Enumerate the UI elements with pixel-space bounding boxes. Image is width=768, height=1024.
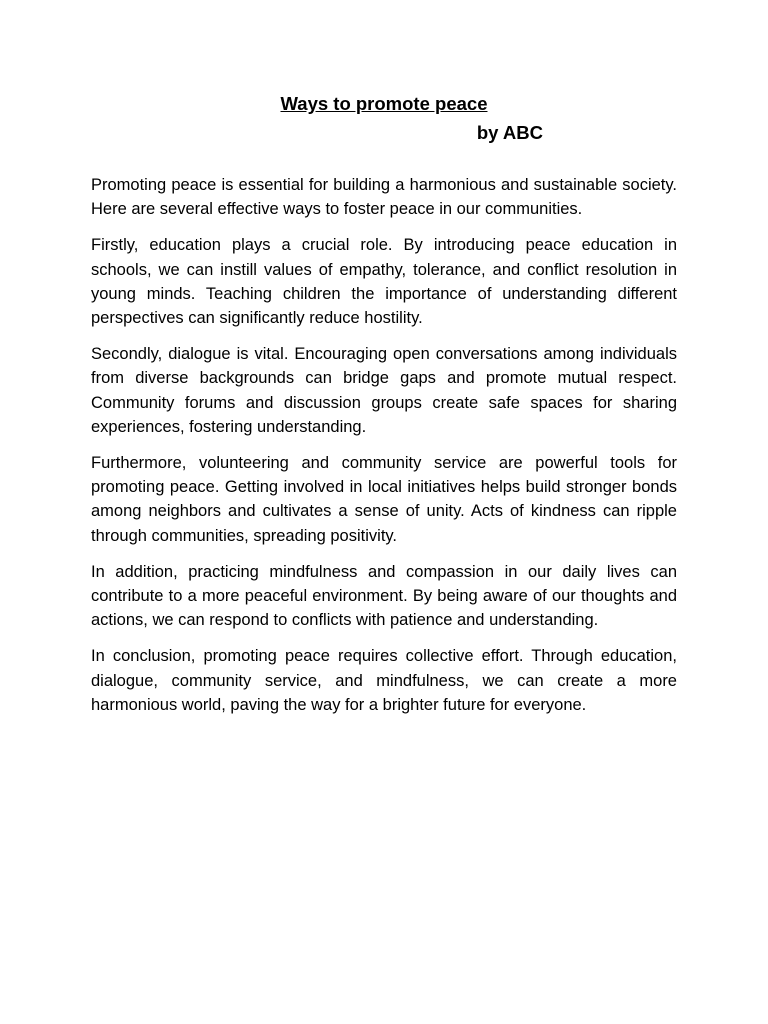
paragraph-intro: Promoting peace is essential for building a harmonious and sustainable society. Here are several effective ways to foster peace in our communities. xyxy=(91,176,677,219)
paragraph-volunteering: Furthermore, volunteering and community service are powerful tools for promoting peace. Getting involved in local initiatives helps build stronger bonds among neighbors and cultivates a sense of unity. Acts of kindness can ripple through communities, spreading positivity. xyxy=(91,454,677,545)
document-byline: by ABC xyxy=(476,122,543,143)
paragraph-dialogue: Secondly, dialogue is vital. Encouraging open conversations among individuals from diverse backgrounds can bridge gaps and promote mutual respect. Community forums and discussion groups create safe spaces for sharing experiences, fostering understanding. xyxy=(91,345,677,436)
document-title: Ways to promote peace xyxy=(280,93,488,114)
paragraph-education: Firstly, education plays a crucial role. By introducing peace education in schools, we can instill values of empathy, tolerance, and conflict resolution in young minds. Teaching children the importance of understanding different perspectives can significantly reduce hostility. xyxy=(91,236,677,328)
document-body xyxy=(91,173,677,729)
paragraph-mindfulness: In addition, practicing mindfulness and compassion in our daily lives can contribute to a more peaceful environment. By being aware of our thoughts and actions, we can respond to conflicts with patience and understanding. xyxy=(91,562,677,630)
paragraph-conclusion: In conclusion, promoting peace requires collective effort. Through education, dialogue, community service, and mindfulness, we can create a more harmonious world, paving the way for a brighter future for everyone. xyxy=(91,647,677,714)
